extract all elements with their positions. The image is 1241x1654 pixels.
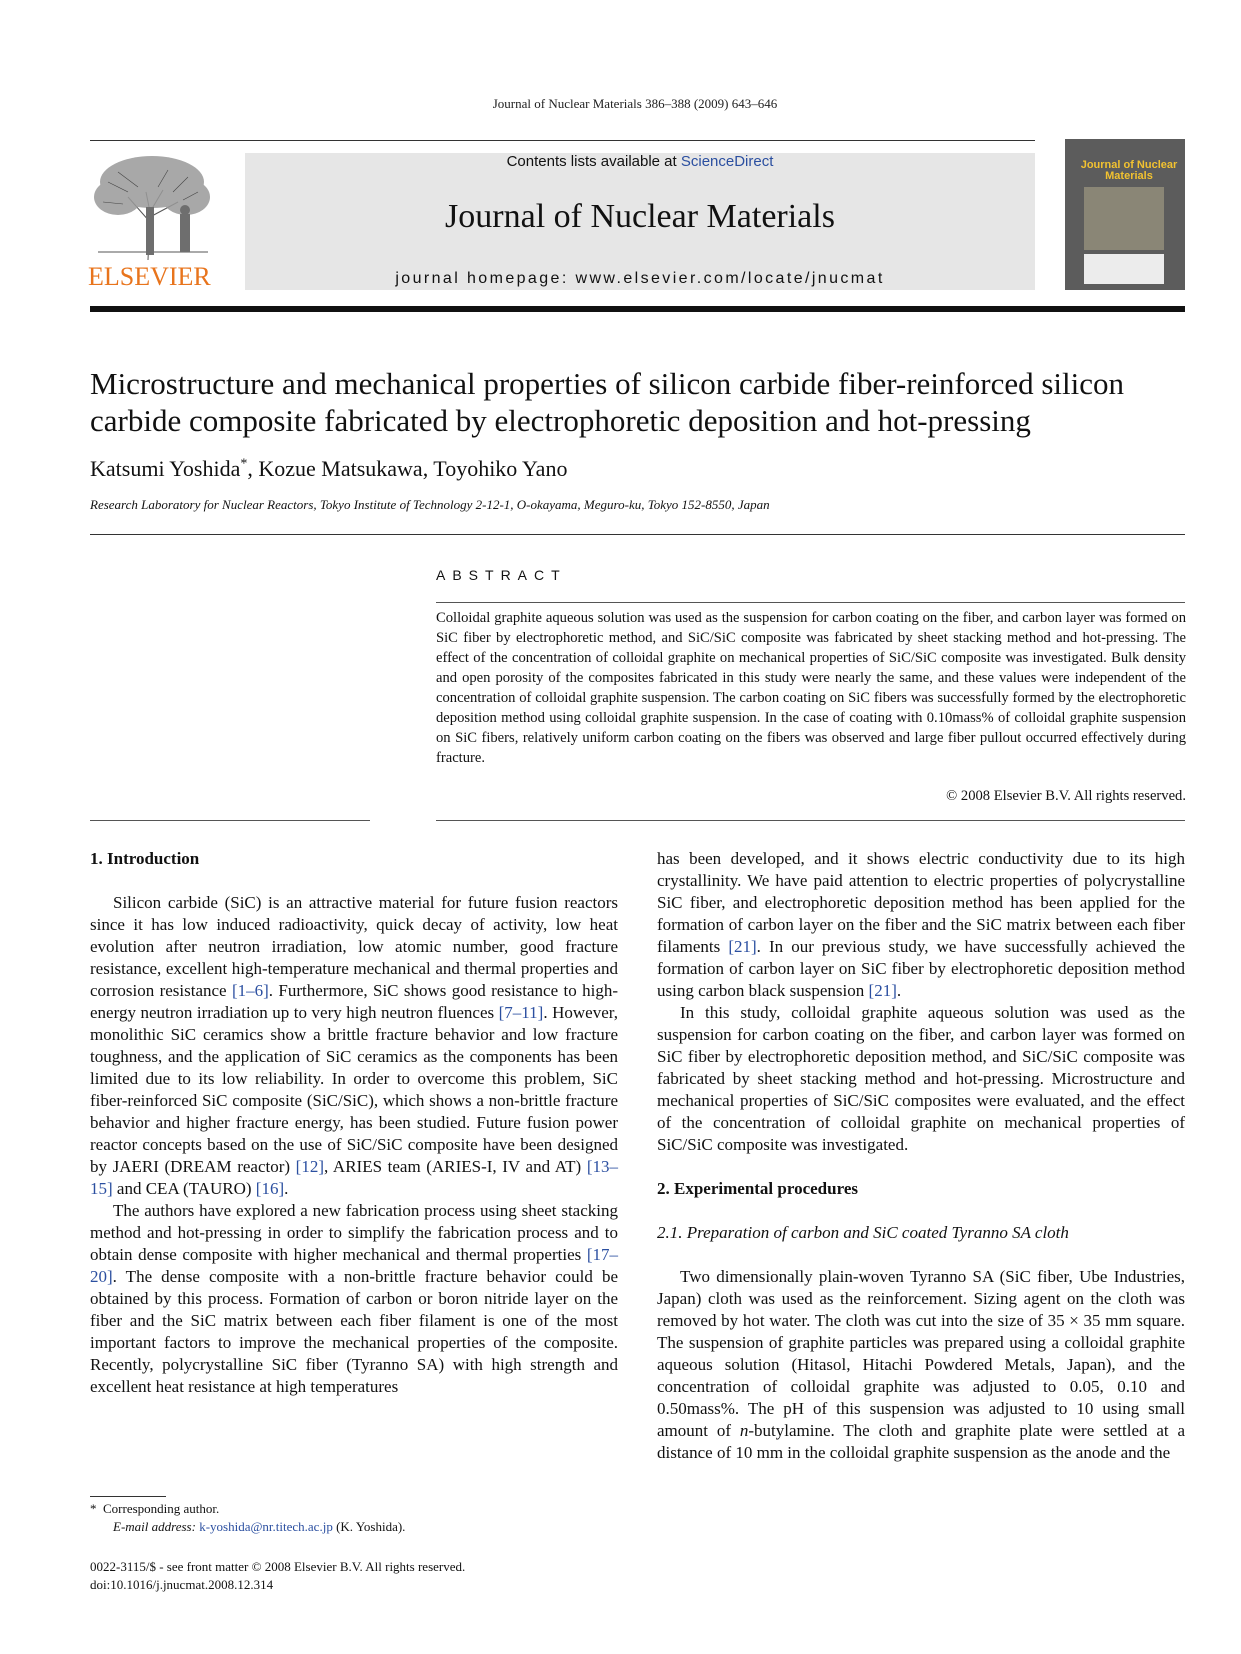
contents-line xyxy=(245,153,1035,171)
cover-image xyxy=(1084,187,1164,250)
contents-text: Contents lists available at xyxy=(506,153,681,170)
experimental-heading: 2. Experimental procedures xyxy=(657,1179,858,1198)
right-rule xyxy=(436,820,1185,821)
cover-footer xyxy=(1084,254,1164,284)
header-thick-rule xyxy=(90,306,1185,312)
affiliation: Research Laboratory for Nuclear Reactors, Tokyo Institute of Technology 2-12-1, O-okayama, Meguro-ku, Tokyo 152-8550, Japan xyxy=(90,497,770,512)
corresponding-author-note: Corresponding author. xyxy=(103,1501,220,1516)
footnote xyxy=(90,1500,405,1536)
citation-link[interactable]: [7–11] xyxy=(498,1003,544,1022)
citation-link[interactable]: [16] xyxy=(255,1179,285,1198)
cover-title: Journal of Nuclear Materials xyxy=(1080,159,1178,182)
issn-line: 0022-3115/$ - see front matter © 2008 Elsevier B.V. All rights reserved. xyxy=(90,1559,466,1574)
abstract-copyright: © 2008 Elsevier B.V. All rights reserved. xyxy=(946,788,1186,804)
journal-reference: Journal of Nuclear Materials 386–388 (2009) 643–646 xyxy=(492,96,778,111)
citation-link[interactable]: [12] xyxy=(295,1157,324,1176)
tree-icon xyxy=(88,152,216,262)
email-suffix: (K. Yoshida). xyxy=(332,1519,406,1534)
corresponding-mark: * xyxy=(240,456,248,472)
other-authors: , Kozue Matsukawa, Toyohiko Yano xyxy=(247,456,568,481)
publisher-name: ELSEVIER xyxy=(88,262,211,291)
title-rule xyxy=(90,534,1185,535)
author-list xyxy=(90,456,567,482)
journal-homepage[interactable]: journal homepage: www.elsevier.com/locate/jnucmat xyxy=(395,270,885,287)
citation-link[interactable]: [17–20] xyxy=(90,1245,618,1286)
footnote-rule xyxy=(90,1496,166,1497)
left-column xyxy=(90,848,618,1398)
left-rule xyxy=(90,820,370,821)
header-rule xyxy=(90,140,1035,141)
journal-title: Journal of Nuclear Materials xyxy=(445,198,835,235)
footnote-mark: * xyxy=(90,1501,97,1516)
intro-paragraph-2-continued: has been developed, and it shows electric conductivity due to its high crystallinity. We have paid attention to electric properties of polycrystalline SiC fiber, and electrophoretic deposition method has been applied for the formation of carbon layer on the fiber and the SiC matrix between each fiber filaments [21]. In our previous study, we have successfully achieved the formation of carbon layer on SiC fiber by electrophoretic deposition method using carbon black suspension [21]. xyxy=(657,849,1185,1000)
abstract-rule xyxy=(436,602,1185,603)
article-title: Microstructure and mechanical properties of silicon carbide fiber-reinforced silicon carbide composite fabricated by electrophoretic deposition and hot-pressing xyxy=(90,366,1125,438)
citation-link[interactable]: [13–15] xyxy=(90,1157,618,1198)
citation-link[interactable]: [21] xyxy=(868,981,897,1000)
right-column xyxy=(657,848,1185,1464)
journal-banner xyxy=(245,153,1035,290)
issn-doi-block xyxy=(90,1558,465,1594)
sciencedirect-link[interactable]: ScienceDirect xyxy=(680,153,774,170)
journal-cover-thumbnail xyxy=(1065,139,1185,290)
email-link[interactable]: k-yoshida@nr.titech.ac.jp xyxy=(199,1519,333,1534)
first-author: Katsumi Yoshida xyxy=(90,456,241,481)
abstract-heading: ABSTRACT xyxy=(436,567,567,583)
subsection-heading: 2.1. Preparation of carbon and SiC coated Tyranno SA cloth xyxy=(657,1223,1069,1242)
experimental-paragraph-1: Two dimensionally plain-woven Tyranno SA (SiC fiber, Ube Industries, Japan) cloth was used as the reinforcement. Sizing agent on the cloth was removed by hot water. The cloth was cut into the size of 35 × 35 mm square. The suspension of graphite particles was prepared using a colloidal graphite aqueous solution (Hitasol, Hitachi Powdered Metals, Japan), and the concentration of colloidal graphite was adjusted to 0.05, 0.10 and 0.50mass%. The pH of this suspension was adjusted to 10 using small amount of n-butylamine. The cloth and graphite plate were settled at a distance of 10 mm in the colloidal graphite suspension as the anode and the xyxy=(657,1267,1185,1462)
citation-link[interactable]: [1–6] xyxy=(231,981,269,1000)
intro-heading: 1. Introduction xyxy=(90,849,200,868)
intro-paragraph-2: The authors have explored a new fabrication process using sheet stacking method and hot-pressing in order to simplify the fabrication process and to obtain dense composite with higher mechanical and thermal properties [17–20]. The dense composite with a non-brittle fracture behavior could be obtained by this process. Formation of carbon or boron nitride layer on the fiber and the SiC matrix between each fiber filament is one of the most important factors to improve the mechanical properties of the composite. Recently, polycrystalline SiC fiber (Tyranno SA) with high strength and excellent heat resistance at high temperatures xyxy=(90,1201,618,1396)
intro-paragraph-3: In this study, colloidal graphite aqueous solution was used as the suspension for carbon coating on the fiber, and carbon layer was formed on SiC fiber by electrophoretic deposition method, and SiC/SiC composite was fabricated by sheet stacking method and hot-pressing. Microstructure and mechanical properties of SiC/SiC composites were evaluated, and the effect of the concentration of colloidal graphite on mechanical properties of SiC/SiC composite was investigated. xyxy=(657,1003,1185,1154)
intro-paragraph-1: Silicon carbide (SiC) is an attractive material for future fusion reactors since it has low induced radioactivity, quick decay of activity, low heat evolution after neutron irradiation, low atomic number, good fracture resistance, excellent high-temperature mechanical and thermal properties and corrosion resistance [1–6]. Furthermore, SiC shows good resistance to high-energy neutron irradiation up to very high neutron fluences [7–11]. However, monolithic SiC ceramics show a brittle fracture behavior and low fracture toughness, and the application of SiC ceramics as the components has been limited due to its low reliability. In order to overcome this problem, SiC fiber-reinforced SiC composite (SiC/SiC), which shows a non-brittle fracture behavior and higher fracture energy, has been studied. Future fusion power reactor concepts based on the use of SiC/SiC composite have been designed by JAERI (DREAM reactor) [12], ARIES team (ARIES-I, IV and AT) [13–15] and CEA (TAURO) [16]. xyxy=(90,893,618,1198)
elsevier-logo xyxy=(88,152,216,292)
citation-link[interactable]: [21] xyxy=(728,937,757,956)
doi-line[interactable]: doi:10.1016/j.jnucmat.2008.12.314 xyxy=(90,1577,274,1592)
email-label: E-mail address: xyxy=(113,1519,196,1534)
abstract-text: Colloidal graphite aqueous solution was used as the suspension for carbon coating on the fiber, and carbon layer was formed on SiC fiber by electrophoretic method, and SiC/SiC composite was fabricated by sheet stacking method and hot-pressing. The effect of the concentration of colloidal graphite on mechanical properties of SiC/SiC composite was investigated. Bulk density and open porosity of the composites fabricated in this study were nearly the same, and these values were independent of the concentration of colloidal graphite suspension. The carbon coating on SiC fibers was successfully formed by the electrophoretic deposition method using colloidal graphite suspension. In the case of coating with 0.10mass% of colloidal graphite suspension on SiC fibers, relatively uniform carbon coating on the fibers was observed and large fiber pullout occurred effectively during fracture. xyxy=(436,610,1186,766)
